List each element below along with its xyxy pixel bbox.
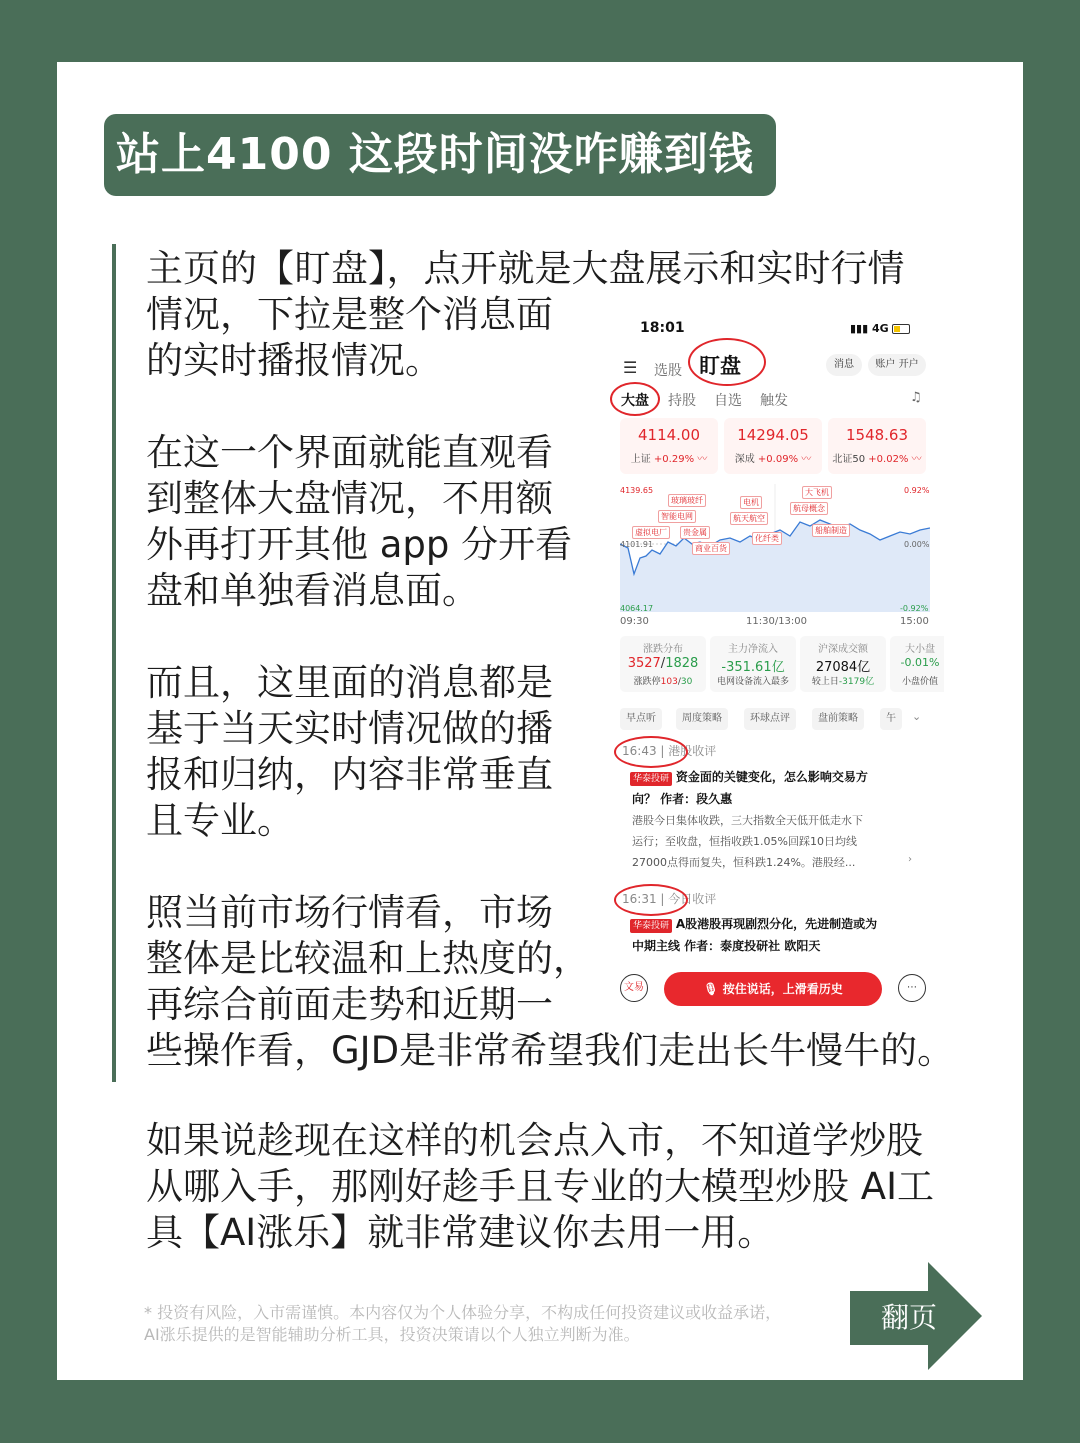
status-time: 18:01 <box>640 320 685 336</box>
sector-tag[interactable]: 智能电网 <box>658 510 696 523</box>
time-close: 15:00 <box>900 616 929 627</box>
microphone-icon: 🎙 <box>703 982 719 996</box>
text-line: 些操作看，GJD是非常希望我们走出长牛慢牛的。 <box>146 1029 955 1072</box>
news-category: 今日收评 <box>668 892 717 906</box>
open-account-label: 开户 <box>898 359 919 370</box>
voice-button-label: 按住说话，上滑看历史 <box>722 982 843 996</box>
time-mid: 11:30/13:00 <box>746 616 808 627</box>
voice-input-button[interactable] <box>664 972 882 1006</box>
down-count: 1828 <box>665 656 699 671</box>
index-value: 14294.05 <box>737 426 809 444</box>
nav-tab-xuangu[interactable]: 选股 <box>654 363 682 379</box>
app-screenshot <box>606 312 944 1012</box>
sparkline-icon: 〰 <box>801 454 812 465</box>
highlight-ring <box>610 382 660 416</box>
news-body-line: 运行；至收盘，恒指收跌1.05%回踩10日均线 <box>632 835 857 848</box>
battery-icon <box>892 324 910 334</box>
stat-sub: 电网设备流入最多 <box>716 677 789 687</box>
stat-head: 主力净流入 <box>728 644 778 655</box>
text-line: 情况，下拉是整个消息面 <box>146 293 553 336</box>
chip-noon[interactable]: 午 <box>880 708 902 730</box>
stat-card-flow[interactable] <box>710 636 796 692</box>
news-title-cont: 向？ 作者：段久惠 <box>632 792 733 806</box>
disclaimer-line: * 投资有风险，入市需谨慎。本内容仅为个人体验分享，不构成任何投资建议或收益承诺， <box>144 1303 782 1322</box>
index-name: 上证 <box>630 454 651 465</box>
text-line: 再综合前面走势和近期一 <box>146 983 553 1026</box>
sector-tag[interactable]: 玻璃玻纤 <box>668 494 706 507</box>
next-page-label: 翻页 <box>880 1301 937 1334</box>
news-title-line[interactable] <box>630 915 877 933</box>
index-card-sh[interactable] <box>620 418 718 474</box>
stat-head: 沪深成交额 <box>818 644 868 655</box>
sector-tag[interactable]: 贵金属 <box>680 526 710 539</box>
text-line: 如果说趁现在这样的机会点入市，不知道学炒股 <box>146 1119 923 1162</box>
stat-card-breadth[interactable] <box>620 636 706 692</box>
index-sub <box>724 450 822 465</box>
index-change: +0.09% <box>757 454 799 465</box>
account-label: 账户 <box>875 359 896 370</box>
account-button[interactable] <box>868 354 926 376</box>
quote-bar <box>112 244 116 1082</box>
news-button[interactable]: 消息 <box>826 354 862 376</box>
text-line: 整体是比较温和上热度的， <box>146 937 590 980</box>
text-line: 外再打开其他 app 分开看 <box>146 523 573 566</box>
status-network <box>850 322 910 335</box>
signal-icon: ▮▮▮ <box>850 322 872 335</box>
news-category: 港股收评 <box>668 744 717 758</box>
text-line: 且专业。 <box>146 799 294 842</box>
news-title: A股港股再现剧烈分化，先进制造或为 <box>675 917 878 931</box>
page-title: 站上4100 这段时间没咋赚到钱 <box>104 114 776 196</box>
text-line: 而且，这里面的消息都是 <box>146 661 553 704</box>
stat-sub-label: 涨跌停 <box>633 677 661 687</box>
nav-tab-dingpan[interactable]: 盯盘 <box>699 354 741 378</box>
news-meta: 16:43 | 港股收评 <box>622 744 717 758</box>
next-page-button[interactable] <box>850 1262 982 1370</box>
sub-tab-chigu[interactable]: 持股 <box>668 393 696 409</box>
highlight-ring <box>614 884 688 916</box>
index-sub <box>828 450 926 465</box>
news-title-line[interactable] <box>630 768 868 786</box>
index-sub <box>620 450 718 465</box>
stat-card-turnover[interactable] <box>800 636 886 692</box>
sector-tag[interactable]: 船舶制造 <box>812 524 850 537</box>
limit-up-count: 103 <box>660 677 678 687</box>
sub-tab-dapan[interactable]: 大盘 <box>621 393 649 409</box>
chart-pct-top: 0.92% <box>904 486 930 495</box>
index-name: 北证50 <box>832 454 866 465</box>
sector-tag[interactable]: 大飞机 <box>802 486 832 499</box>
text-line: 从哪入手，那刚好趁手且专业的大模型炒股 AI工 <box>146 1165 934 1208</box>
chip-weekly[interactable]: 周度策略 <box>676 708 728 730</box>
highlight-ring <box>688 338 766 386</box>
source-tag: 华泰投研 <box>630 919 672 933</box>
news-title: 资金面的关键变化，怎么影响交易方 <box>675 770 868 784</box>
chart-y-top: 4139.65 <box>620 486 654 495</box>
chart-pct-bottom: -0.92% <box>900 604 929 613</box>
stat-value: -351.61亿 <box>721 660 785 675</box>
sector-tag[interactable]: 虚拟电厂 <box>632 526 670 539</box>
text-line: 具【AI涨乐】就非常建议你去用一用。 <box>146 1211 775 1254</box>
intraday-chart <box>620 484 930 612</box>
stat-value: 27084亿 <box>815 660 871 675</box>
limit-down-count: 30 <box>680 677 693 687</box>
text-line: 盘和单独看消息面。 <box>146 569 479 612</box>
news-body-line: 27000点得而复失，恒科跌1.24%。港股经... <box>632 856 856 869</box>
text-line: 报和归纳，内容非常垂直 <box>146 753 553 796</box>
text-line: 主页的【盯盘】，点开就是大盘展示和实时行情 <box>146 247 905 290</box>
sparkline-icon: 〰 <box>697 454 708 465</box>
chat-search-icon[interactable]: ⋯ <box>898 974 926 1002</box>
news-time: 16:31 <box>622 892 657 906</box>
text-line: 到整体大盘情况，不用额 <box>146 477 553 520</box>
menu-icon[interactable]: ☰ <box>623 358 638 377</box>
index-value: 4114.00 <box>637 426 701 444</box>
disclaimer-line: AI涨乐提供的是智能辅助分析工具，投资决策请以个人独立判断为准。 <box>144 1325 640 1344</box>
text-line: 的实时播报情况。 <box>146 339 442 382</box>
sub-tab-chufa[interactable]: 触发 <box>760 393 788 409</box>
sector-tag[interactable]: 电机 <box>740 496 762 509</box>
chevron-down-icon[interactable]: ⌄ <box>912 710 922 723</box>
stat-value: 3527/1828 <box>627 656 699 671</box>
alarm-bell-icon[interactable]: ♫ <box>910 390 922 405</box>
news-meta: 16:31 | 今日收评 <box>622 892 717 906</box>
index-change: +0.02% <box>868 454 909 465</box>
stat-value: -0.01% <box>900 656 940 669</box>
index-card-sz[interactable] <box>724 418 822 474</box>
chart-y-bottom: 4064.17 <box>620 604 654 613</box>
stat-sub: 涨跌停103/30 <box>633 677 693 687</box>
index-change: +0.29% <box>653 454 695 465</box>
source-tag: 华泰投研 <box>630 772 672 786</box>
index-card-bz[interactable] <box>828 418 926 474</box>
turnover-change: -3179亿 <box>838 677 875 687</box>
index-value: 1548.63 <box>845 426 909 444</box>
chart-y-mid: 4101.91 <box>620 540 654 549</box>
sector-tag[interactable]: 商业百货 <box>692 542 730 555</box>
stat-sub-label: 较上日 <box>811 677 839 687</box>
news-time: 16:43 <box>622 744 657 758</box>
text-line: 照当前市场行情看，市场 <box>146 891 553 934</box>
sparkline-icon: 〰 <box>911 454 922 465</box>
chevron-right-icon[interactable]: › <box>908 854 912 865</box>
highlight-ring <box>614 736 688 768</box>
news-title-cont: 中期主线 作者：泰度投研社 欧阳天 <box>632 939 821 953</box>
stat-sub <box>800 674 886 687</box>
stat-sub: 小盘价值 <box>901 677 938 687</box>
network-label: 4G <box>872 322 889 335</box>
chip-morning[interactable]: 早点听 <box>620 708 662 730</box>
wenyi-icon[interactable]: 文易 <box>620 974 648 1002</box>
chip-global[interactable]: 环球点评 <box>744 708 796 730</box>
sector-tag[interactable]: 航母概念 <box>790 502 828 515</box>
stat-head: 大小盘 <box>905 644 935 655</box>
time-open: 09:30 <box>620 616 649 627</box>
chip-premarket[interactable]: 盘前策略 <box>812 708 864 730</box>
sub-tab-zixuan[interactable]: 自选 <box>714 393 742 409</box>
sector-tag[interactable]: 航天航空 <box>730 512 768 525</box>
sector-tag[interactable]: 化纤类 <box>752 532 782 545</box>
text-line: 在这一个界面就能直观看 <box>146 431 553 474</box>
stat-head: 涨跌分布 <box>643 644 683 655</box>
chart-pct-mid: 0.00% <box>904 540 930 549</box>
stat-card-size[interactable] <box>890 636 944 692</box>
up-count: 3527 <box>627 656 661 671</box>
index-name: 深成 <box>734 454 755 465</box>
text-line: 基于当天实时情况做的播 <box>146 707 553 750</box>
news-body-line: 港股今日集体收跌，三大指数全天低开低走水下 <box>632 814 863 827</box>
